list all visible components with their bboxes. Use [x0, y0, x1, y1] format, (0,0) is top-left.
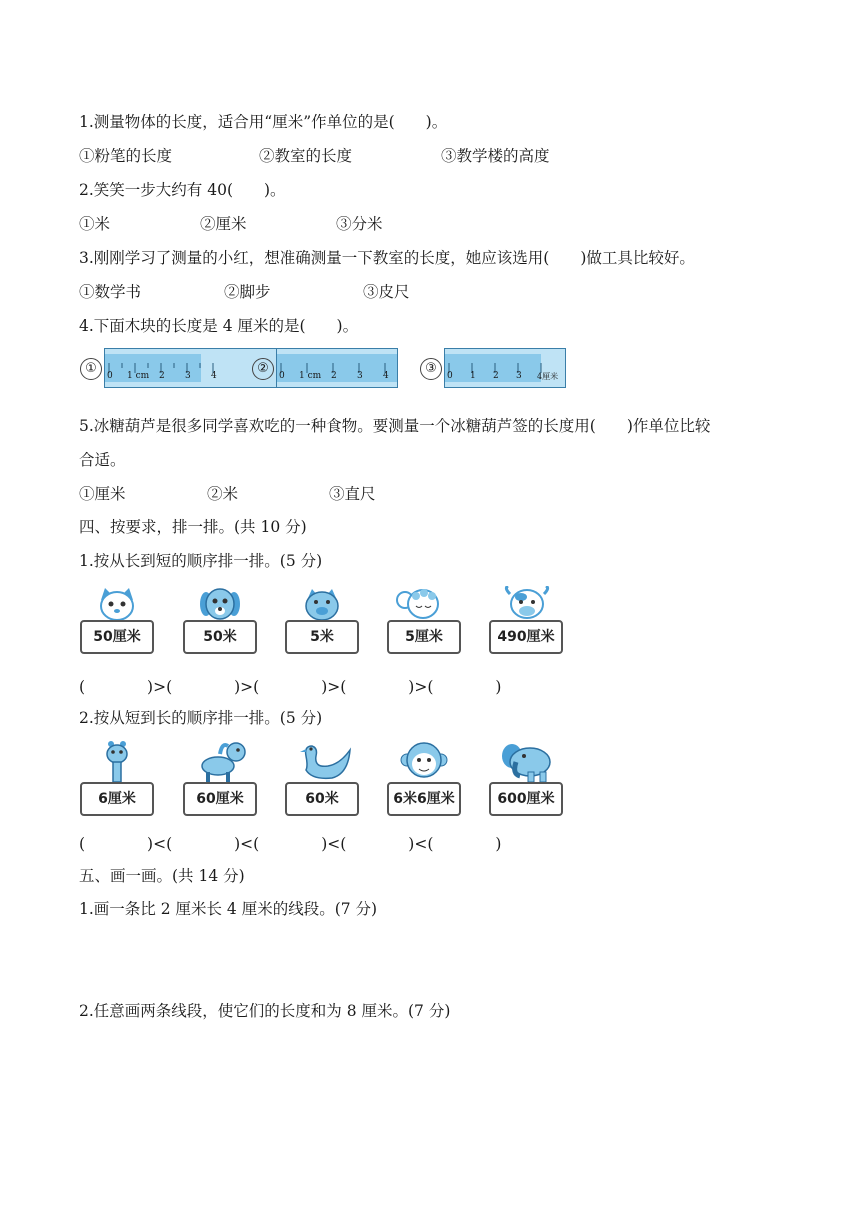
tick-label: 4 — [383, 371, 389, 381]
section4-q1-stem: 1.按从长到短的顺序排一排。(5 分) — [79, 552, 323, 570]
length-tag: 6厘米 — [80, 782, 154, 816]
giraffe-icon — [100, 740, 134, 782]
swan-icon — [298, 740, 352, 782]
elephant-icon — [498, 740, 554, 782]
q5-option-1: ①厘米 — [79, 485, 126, 503]
tick-label: 4厘米 — [537, 372, 559, 381]
q1-stem: 1.测量物体的长度，适合用“厘米”作单位的是( )。 — [79, 113, 448, 131]
length-tag: 5厘米 — [387, 620, 461, 654]
ruler-option-2 — [252, 348, 392, 388]
q5-stem-line2: 合适。 — [79, 451, 126, 469]
ruler-option-3 — [420, 348, 580, 388]
section4-title: 四、按要求，排一排。(共 10 分) — [79, 518, 307, 536]
tick-label: 1 cm — [299, 371, 322, 381]
q5-option-2: ②米 — [207, 485, 239, 503]
q3-option-2: ②脚步 — [224, 283, 271, 301]
q5-stem-line1: 5.冰糖葫芦是很多同学喜欢吃的一种食物。要测量一个冰糖葫芦签的长度用( )作单位比较 — [79, 417, 711, 435]
q5-option-3: ③直尺 — [329, 485, 376, 503]
q1-option-2: ②教室的长度 — [259, 147, 353, 165]
section5-title: 五、画一画。(共 14 分) — [79, 867, 245, 885]
section5-q2: 2.任意画两条线段，使它们的长度和为 8 厘米。(7 分) — [79, 1002, 451, 1020]
horse-icon — [196, 740, 250, 782]
q2-option-3: ③分米 — [336, 215, 383, 233]
cat-icon — [95, 586, 139, 622]
q2-option-1: ①米 — [79, 215, 111, 233]
ruler — [276, 348, 398, 388]
q3-option-3: ③皮尺 — [363, 283, 410, 301]
ruler-marker: ① — [80, 358, 102, 380]
q4-stem: 4.下面木块的长度是 4 厘米的是( )。 — [79, 317, 359, 335]
ruler-ticks — [277, 349, 397, 387]
ruler — [444, 348, 566, 388]
length-tag: 50厘米 — [80, 620, 154, 654]
tick-label: 4 — [211, 371, 217, 381]
section4-q2-stem: 2.按从短到长的顺序排一排。(5 分) — [79, 709, 323, 727]
ruler-marker: ② — [252, 358, 274, 380]
answer-blanks[interactable]: ( )>( )>( )>( )>( ) — [79, 678, 502, 696]
tick-label: 0 — [107, 371, 113, 381]
length-tag: 600厘米 — [489, 782, 563, 816]
tick-label: 2 — [493, 371, 499, 381]
length-tag: 60厘米 — [183, 782, 257, 816]
length-tag: 490厘米 — [489, 620, 563, 654]
cow-icon — [502, 586, 552, 622]
length-tag: 60米 — [285, 782, 359, 816]
q2-stem: 2.笑笑一步大约有 40( )。 — [79, 181, 286, 199]
sheep-icon — [396, 586, 446, 622]
tick-label: 0 — [447, 371, 453, 381]
dog-icon — [198, 586, 242, 622]
q3-stem: 3.刚刚学习了测量的小红，想准确测量一下教室的长度，她应该选用( )做工具比较好。 — [79, 249, 695, 267]
tick-label: 1 — [470, 371, 476, 381]
monkey-icon — [400, 740, 448, 782]
length-tag: 50米 — [183, 620, 257, 654]
tick-label: 3 — [357, 371, 363, 381]
tick-label: 2 — [331, 371, 337, 381]
tick-label: 0 — [279, 371, 285, 381]
ruler-marker: ③ — [420, 358, 442, 380]
section5-q1: 1.画一条比 2 厘米长 4 厘米的线段。(7 分) — [79, 900, 378, 918]
length-tag: 5米 — [285, 620, 359, 654]
tick-label: 1 cm — [127, 371, 150, 381]
tick-label: 3 — [185, 371, 191, 381]
q1-option-1: ①粉笔的长度 — [79, 147, 173, 165]
pig-icon — [300, 588, 344, 622]
q1-option-3: ③教学楼的高度 — [441, 147, 550, 165]
ruler-option-1 — [80, 348, 220, 388]
tick-label: 3 — [516, 371, 522, 381]
q3-option-1: ①数学书 — [79, 283, 142, 301]
answer-blanks[interactable]: ( )<( )<( )<( )<( ) — [79, 835, 502, 853]
tick-label: 2 — [159, 371, 165, 381]
q2-option-2: ②厘米 — [200, 215, 247, 233]
length-tag: 6米6厘米 — [387, 782, 461, 816]
